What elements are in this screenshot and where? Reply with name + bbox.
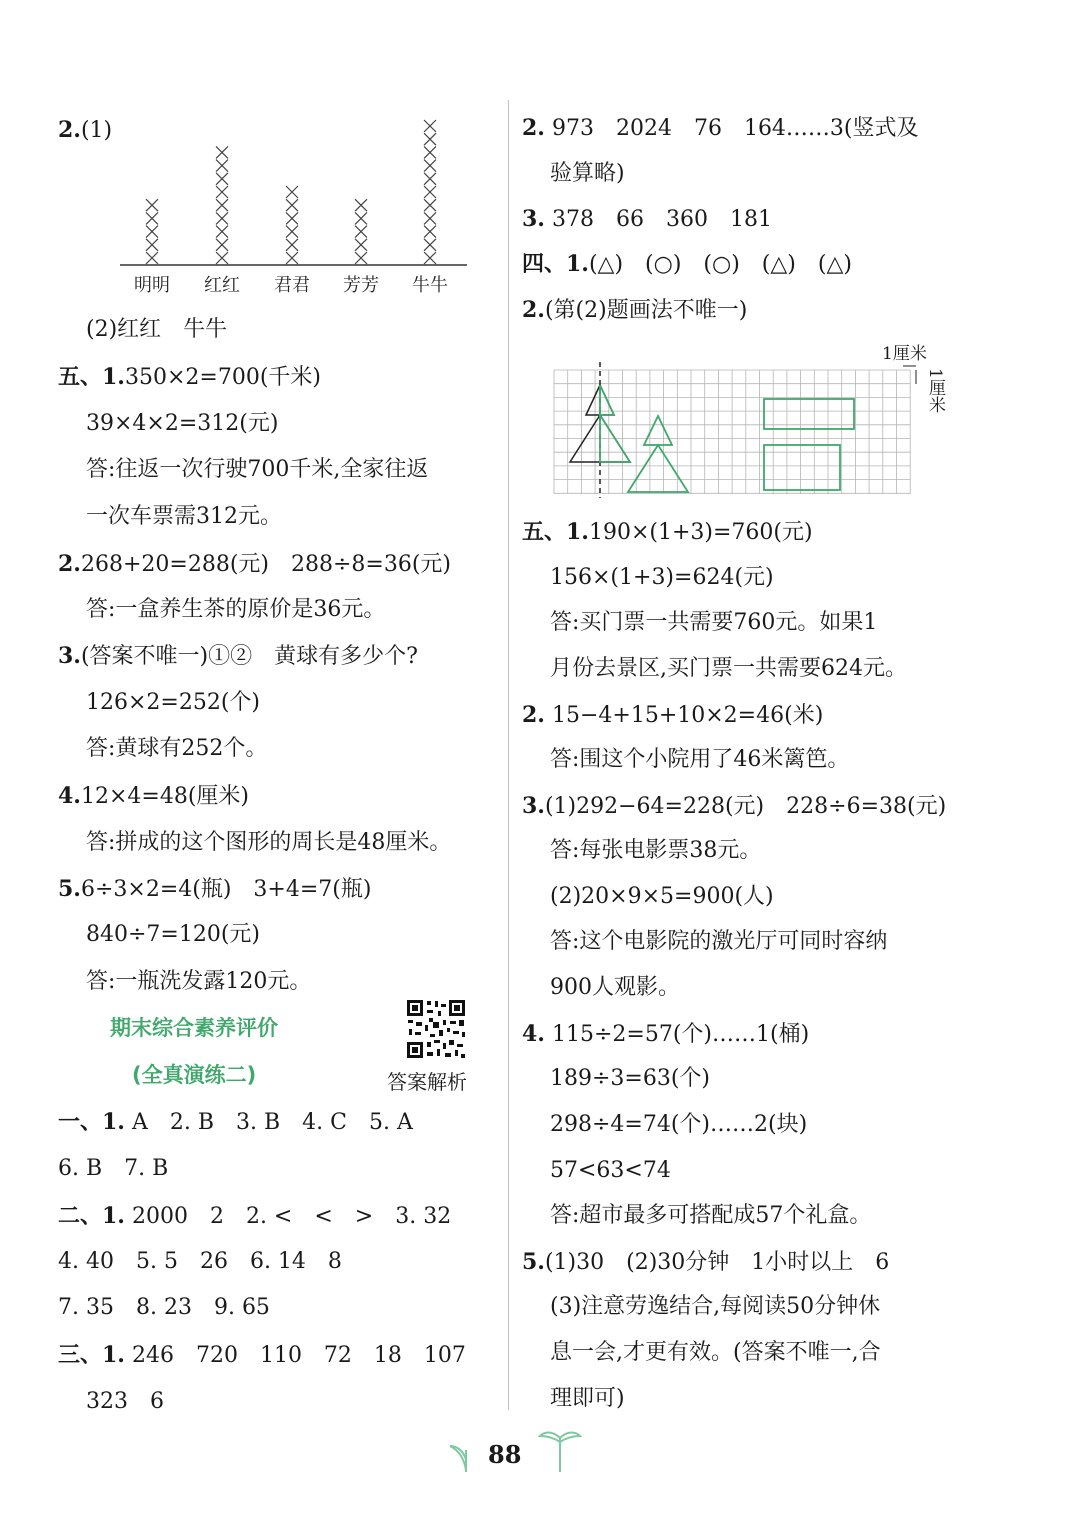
left-s5-q3-text: (答案不唯一)①② 黄球有多少个? <box>80 644 418 669</box>
tally-cross <box>286 239 298 251</box>
tally-cross <box>216 160 228 172</box>
column-divider <box>508 100 509 1410</box>
right-s5-q5-line2: (3)注意劳逸结合,每阅读50分钟休 <box>550 1294 881 1319</box>
right-s4-q2-line <box>522 296 747 325</box>
tally-category-label: 红红 <box>204 275 240 296</box>
left-s2-line3: 7. 35 8. 23 9. 65 <box>58 1295 270 1320</box>
tally-cross <box>286 212 298 224</box>
tally-column-5 <box>424 120 436 264</box>
tally-cross <box>216 186 228 198</box>
right-s5-q5-line4: 理即可) <box>550 1386 625 1411</box>
left-s5-q5-text: 6÷3×2=4(瓶) 3+4=7(瓶) <box>80 877 372 902</box>
tally-category-label: 牛牛 <box>412 275 448 296</box>
left-s5-q5-line1 <box>58 875 371 904</box>
right-s4-q2-text: (第(2)题画法不唯一) <box>544 298 748 323</box>
right-s5-q2-num: 2. <box>522 702 545 728</box>
right-q3-num: 3. <box>522 206 545 232</box>
right-s5-q4-answer: 答:超市最多可搭配成57个礼盒。 <box>550 1203 872 1228</box>
right-s5-q2-text: 15−4+15+10×2=46(米) <box>551 703 824 728</box>
tally-cross <box>424 239 436 251</box>
right-s5-q4-line3: 298÷4=74(个)……2(块) <box>550 1112 808 1137</box>
right-s5-q3-num: 3. <box>522 793 545 819</box>
left-s5-q2-num: 2. <box>58 551 81 577</box>
tally-column-4 <box>355 199 367 264</box>
right-s4-q2-num: 2. <box>522 297 545 323</box>
left-q2-sub1: (1) <box>80 118 113 143</box>
section-title: 期末综合素养评价 <box>110 1016 278 1040</box>
tally-cross <box>146 239 158 251</box>
left-s5-heading: 五、1. <box>58 364 125 390</box>
tally-cross <box>146 252 158 264</box>
left-s3-line1 <box>58 1341 466 1370</box>
left-s5-q2-text: 268+20=288(元) 288÷8=36(元) <box>80 552 451 577</box>
right-s5-q5-text1: (1)30 (2)30分钟 1小时以上 6 <box>544 1250 890 1275</box>
tally-category-label: 芳芳 <box>343 275 379 296</box>
left-s3-text1: 246 720 110 72 18 107 <box>124 1343 466 1368</box>
tally-category-label: 君君 <box>274 275 310 296</box>
tally-cross <box>355 252 367 264</box>
tally-cross <box>424 146 436 158</box>
right-s5-q5-line1 <box>522 1248 889 1277</box>
right-s5-q1-answer2: 月份去景区,买门票一共需要624元。 <box>550 656 907 681</box>
right-q2-line1 <box>522 114 919 143</box>
tally-cross <box>286 186 298 198</box>
right-s5-q3-answer2b: 900人观影。 <box>550 975 680 1000</box>
right-s5-q4-line4: 57<63<74 <box>550 1158 671 1183</box>
right-s5-q3-line2: (2)20×9×5=900(人) <box>550 884 774 909</box>
left-s5-q2-line1 <box>58 550 451 579</box>
left-s2-line1 <box>58 1202 451 1231</box>
tally-cross <box>424 252 436 264</box>
left-s2-heading: 二、1. <box>58 1203 125 1229</box>
tally-cross <box>424 226 436 238</box>
right-s5-q1-line1 <box>522 518 813 547</box>
right-s5-q2-answer: 答:围这个小院用了46米篱笆。 <box>550 747 850 772</box>
left-s2-line2: 4. 40 5. 5 26 6. 14 8 <box>58 1249 342 1274</box>
grid-scale-label-top: 1厘米 <box>882 344 927 364</box>
page-number: 88 <box>488 1440 522 1469</box>
left-s5-q5-num: 5. <box>58 876 81 902</box>
leaf-ornament-right-icon <box>538 1426 582 1474</box>
tally-cross <box>355 239 367 251</box>
tally-cross <box>424 212 436 224</box>
section-subtitle: (全真演练二) <box>132 1063 257 1087</box>
right-s5-q4-text: 115÷2=57(个)……1(桶) <box>551 1022 810 1047</box>
tally-cross <box>286 199 298 211</box>
right-s5-q4-line2: 189÷3=63(个) <box>550 1066 711 1091</box>
tally-cross <box>355 199 367 211</box>
tally-cross <box>216 239 228 251</box>
left-s3-line2: 323 6 <box>86 1389 164 1414</box>
right-s5-q3-answer1: 答:每张电影票38元。 <box>550 838 762 863</box>
right-s5-q3-text: (1)292−64=228(元) 228÷6=38(元) <box>544 794 947 819</box>
left-s1-text1: A 2. B 3. B 4. C 5. A <box>124 1110 413 1135</box>
tally-cross <box>424 133 436 145</box>
left-s5-q4-num: 4. <box>58 783 81 809</box>
right-s5-heading: 五、1. <box>522 519 589 545</box>
grid-scale-label-side: 1厘米 <box>925 368 945 413</box>
tally-cross <box>355 212 367 224</box>
qr-code-icon[interactable] <box>405 998 467 1060</box>
tally-cross <box>216 146 228 158</box>
right-s5-q4-num: 4. <box>522 1021 545 1047</box>
tally-cross <box>216 252 228 264</box>
green-upper-triangle <box>644 416 672 445</box>
left-s5-q4-text: 12×4=48(厘米) <box>80 784 249 809</box>
left-s5-q1-answer1: 答:往返一次行驶700千米,全家往返 <box>86 457 429 482</box>
left-s1-line1 <box>58 1108 413 1137</box>
left-s5-q3-num: 3. <box>58 643 81 669</box>
tally-cross <box>424 199 436 211</box>
green-reflected-small-triangle <box>600 385 614 415</box>
left-s1-heading: 一、1. <box>58 1109 125 1135</box>
left-s5-q1-text1: 350×2=700(千米) <box>124 365 321 390</box>
tally-cross <box>216 173 228 185</box>
left-s5-q3-line2: 126×2=252(个) <box>86 690 261 715</box>
right-s5-q3-line1 <box>522 792 946 821</box>
right-q2-text1: 973 2024 76 164……3(竖式及 <box>551 116 919 141</box>
tally-cross <box>216 226 228 238</box>
left-s2-text1: 2000 2 2. < < > 3. 32 <box>124 1204 452 1229</box>
tally-cross <box>146 226 158 238</box>
tally-column-1 <box>146 199 158 264</box>
green-rectangle-bottom <box>764 445 840 490</box>
tally-category-label: 明明 <box>134 275 170 296</box>
right-s4-heading: 四、1. <box>522 251 589 277</box>
tally-cross <box>146 212 158 224</box>
right-s5-q3-answer2a: 答:这个电影院的激光厅可同时容纳 <box>550 929 888 954</box>
tally-cross <box>286 252 298 264</box>
left-s5-q3-answer: 答:黄球有252个。 <box>86 736 268 761</box>
left-q2-line <box>58 116 112 145</box>
tally-cross <box>216 199 228 211</box>
tally-cross <box>286 226 298 238</box>
left-s5-q5-line2: 840÷7=120(元) <box>86 922 261 947</box>
right-s4-text1: (△) (○) (○) (△) (△) <box>588 252 852 277</box>
cross-tally-chart <box>112 108 472 298</box>
tally-cross <box>355 226 367 238</box>
right-s5-q5-num: 5. <box>522 1249 545 1275</box>
tally-cross <box>424 120 436 132</box>
left-s5-q1-answer2: 一次车票需312元。 <box>86 504 282 529</box>
tally-cross <box>424 173 436 185</box>
left-q2-sub2: (2)红红 牛牛 <box>86 317 228 342</box>
tally-cross <box>424 186 436 198</box>
right-s5-q4-line1 <box>522 1020 809 1049</box>
right-q3-text: 378 66 360 181 <box>551 207 772 232</box>
tally-cross <box>424 160 436 172</box>
right-s5-q5-line3: 息一会,才更有效。(答案不唯一,合 <box>550 1340 881 1365</box>
left-s1-line2: 6. B 7. B <box>58 1156 169 1181</box>
leaf-ornament-left-icon <box>448 1430 484 1474</box>
right-q2-line2: 验算略) <box>550 161 625 186</box>
left-s5-q2-answer: 答:一盒养生茶的原价是36元。 <box>86 597 386 622</box>
tally-cross <box>216 212 228 224</box>
left-s5-q1-line1 <box>58 363 321 392</box>
left-s5-q4-line1 <box>58 782 249 811</box>
qr-caption: 答案解析 <box>387 1070 467 1094</box>
right-s5-q2-line1 <box>522 701 823 730</box>
tally-column-2 <box>216 146 228 264</box>
left-s5-q1-line2: 39×4×2=312(元) <box>86 411 279 436</box>
left-s3-heading: 三、1. <box>58 1342 125 1368</box>
right-s4-line1 <box>522 250 852 279</box>
right-s5-q1-text1: 190×(1+3)=760(元) <box>588 520 813 545</box>
right-q2-num: 2. <box>522 115 545 141</box>
right-s5-q1-line2: 156×(1+3)=624(元) <box>550 565 774 590</box>
right-s5-q1-answer1: 答:买门票一共需要760元。如果1 <box>550 610 878 635</box>
left-s5-q4-answer: 答:拼成的这个图形的周长是48厘米。 <box>86 830 452 855</box>
left-q2-label: 2. <box>58 117 81 143</box>
left-s5-q5-answer: 答:一瓶洗发露120元。 <box>86 969 312 994</box>
tally-column-3 <box>286 186 298 264</box>
left-s5-q3-line1 <box>58 642 418 671</box>
tally-cross <box>146 199 158 211</box>
right-q3-line <box>522 205 772 234</box>
